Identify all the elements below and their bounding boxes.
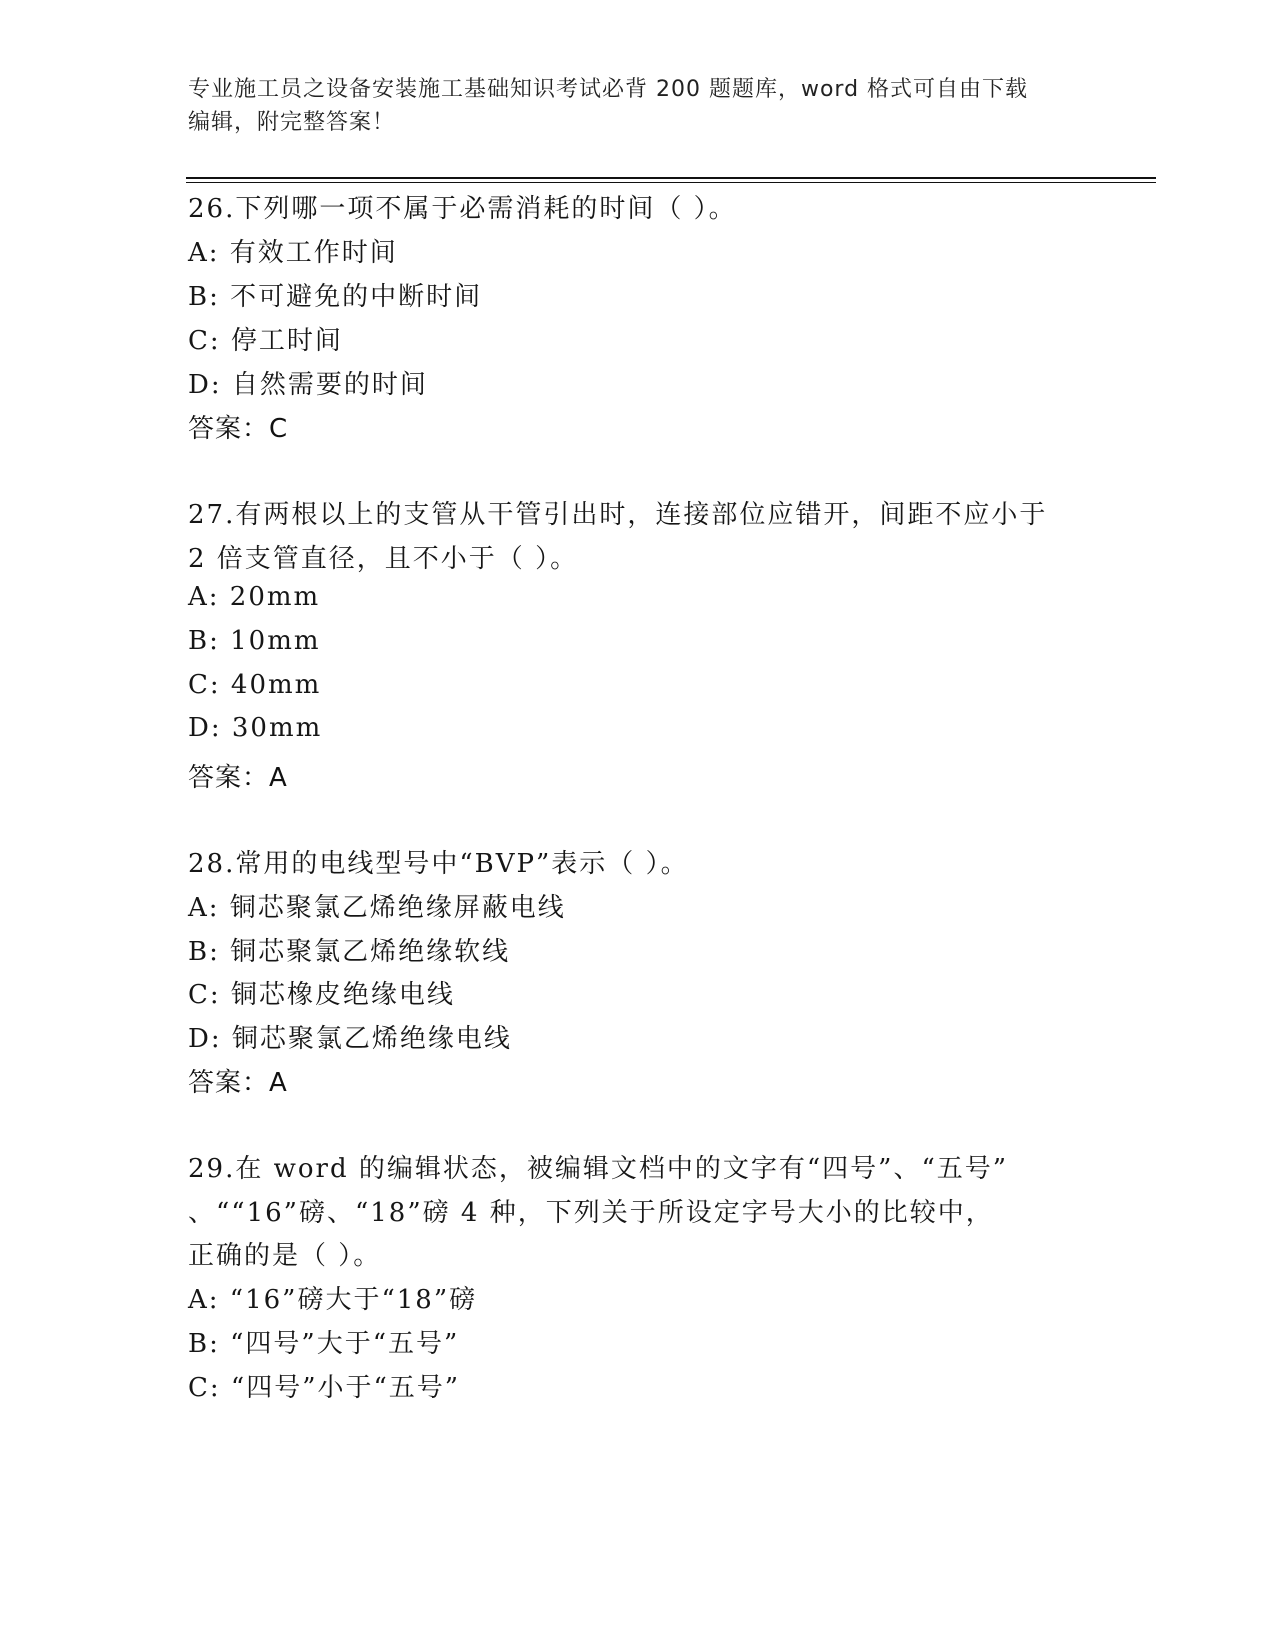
question-28-option-c: C: 铜芯橡皮绝缘电线 — [188, 980, 455, 1010]
question-29-stem-line-2: 、““16”磅、“18”磅 4 种，下列关于所设定字号大小的比较中， — [188, 1198, 994, 1228]
question-27-answer: 答案：A — [188, 763, 288, 793]
document-header — [188, 73, 1088, 139]
question-27-option-b: B: 10mm — [188, 626, 321, 656]
question-29-stem-line-1: 29.在 word 的编辑状态，被编辑文档中的文字有“四号”、“五号” — [188, 1154, 1009, 1184]
question-26-stem: 26.下列哪一项不属于必需消耗的时间（ ）。 — [188, 194, 737, 224]
question-27-option-a: A: 20mm — [188, 582, 321, 612]
question-29-option-b: B: “四号”大于“五号” — [188, 1329, 460, 1359]
question-26-answer: 答案：C — [188, 414, 289, 444]
question-26-option-b: B: 不可避免的中断时间 — [188, 282, 483, 312]
question-29-option-a: A: “16”磅大于“18”磅 — [188, 1285, 478, 1315]
question-27-option-c: C: 40mm — [188, 670, 322, 700]
header-divider-thick — [186, 177, 1156, 179]
header-line-1: 专业施工员之设备安装施工基础知识考试必背 200 题题库，word 格式可自由下载 — [188, 77, 1029, 102]
question-28-answer: 答案：A — [188, 1068, 288, 1098]
question-29-stem-line-3: 正确的是（ ）。 — [188, 1241, 382, 1271]
question-29-option-c: C: “四号”小于“五号” — [188, 1373, 461, 1403]
question-28-stem: 28.常用的电线型号中“BVP”表示（ ）。 — [188, 849, 689, 879]
header-divider-thin — [186, 182, 1156, 183]
header-line-2: 编辑，附完整答案！ — [188, 110, 396, 135]
question-28-option-d: D: 铜芯聚氯乙烯绝缘电线 — [188, 1024, 512, 1054]
question-28-option-b: B: 铜芯聚氯乙烯绝缘软线 — [188, 937, 511, 967]
question-26-option-c: C: 停工时间 — [188, 326, 343, 356]
question-28-option-a: A: 铜芯聚氯乙烯绝缘屏蔽电线 — [188, 893, 566, 923]
question-27-option-d: D: 30mm — [188, 713, 323, 743]
question-26-option-a: A: 有效工作时间 — [188, 238, 398, 268]
question-27-stem-line-1: 27.有两根以上的支管从干管引出时，连接部位应错开，间距不应小于 — [188, 500, 1048, 530]
question-27-stem-line-2: 2 倍支管直径，且不小于（ ）。 — [188, 544, 579, 574]
question-26-option-d: D: 自然需要的时间 — [188, 370, 428, 400]
